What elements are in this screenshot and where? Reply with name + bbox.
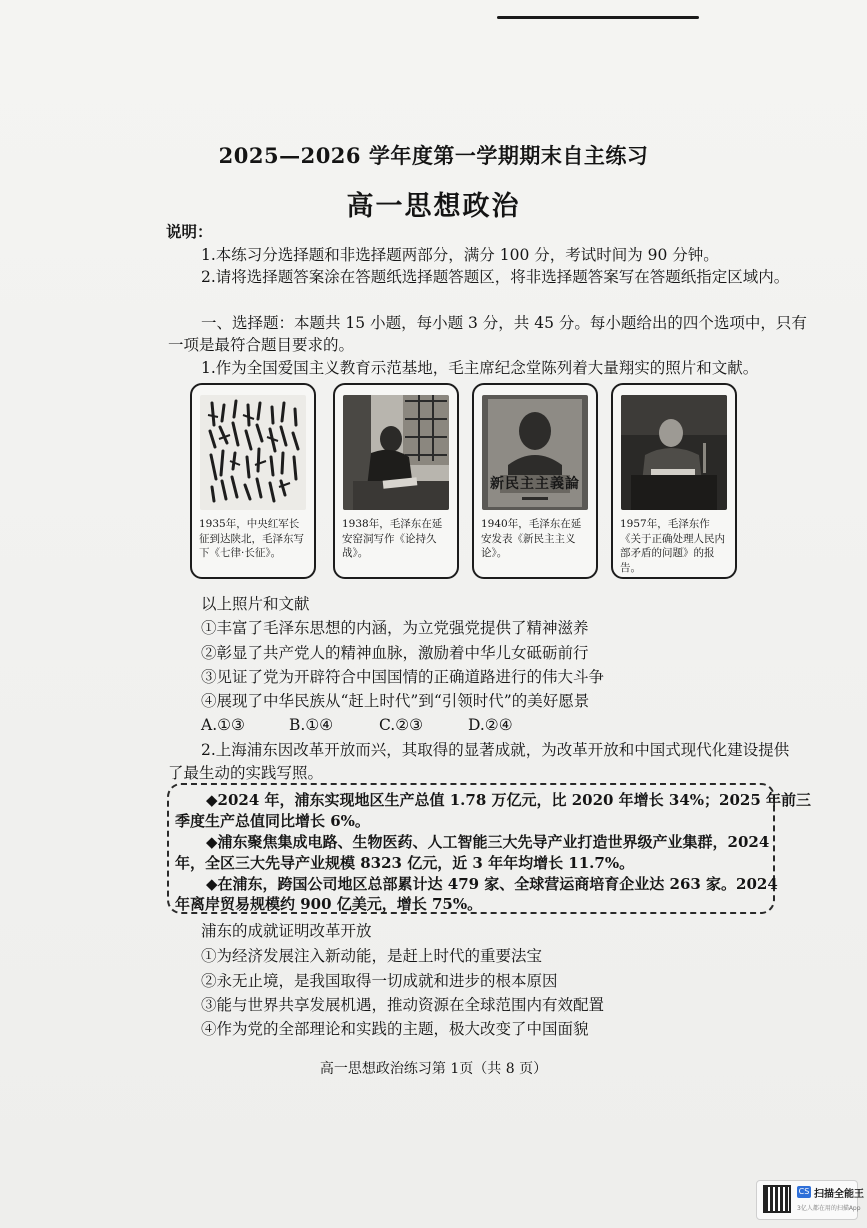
speech-photo (621, 395, 727, 510)
photo-caption-1: 1935年，中央红军长征到达陕北，毛泽东写下《七律·长征》。 (199, 518, 304, 559)
q1-option-b[interactable]: B.①④ (289, 716, 334, 734)
q1-option-c[interactable]: C.②③ (379, 716, 424, 734)
exam-title: 2025—2026 学年度第一学期期末自主练习 (218, 143, 649, 168)
page-footer: 高一思想政治练习第 1页（共 8 页） (319, 1061, 548, 1077)
q2-material-2b: 年，全区三大先导产业规模 8323 亿元，近 3 年年均增长 11.7%。 (175, 854, 635, 872)
q2-material-3a: ◆在浦东，跨国公司地区总部累计达 479 家、全球营运商培育企业达 263 家。2024 (206, 875, 778, 893)
q1-item-3: ③见证了党为开辟符合中国国情的正确道路进行的伟大斗争 (201, 668, 605, 686)
q1-photo-row (190, 383, 750, 585)
q2-item-4: ④作为党的全部理论和实践的主题，极大改变了中国面貌 (201, 1020, 589, 1038)
camscanner-logo-icon: CS (798, 1187, 810, 1196)
q2-item-2: ②永无止境，是我国取得一切成就和进步的根本原因 (201, 972, 558, 990)
section-heading-line1: 一、选择题：本题共 15 小题，每小题 3 分，共 45 分。每小题给出的四个选项中，只有 (201, 314, 807, 332)
book-title: 新民主主義論 (490, 476, 580, 492)
top-rule (497, 16, 699, 19)
q2-item-3: ③能与世界共享发展机遇，推动资源在全球范围内有效配置 (201, 996, 605, 1014)
photo-caption-2: 1938年，毛泽东在延安窑洞写作《论持久战》。 (342, 518, 443, 559)
scanner-watermark (756, 1180, 864, 1220)
photo-card-1 (190, 383, 316, 579)
instruction-1: 1.本练习分选择题和非选择题两部分，满分 100 分，考试时间为 90 分钟。 (201, 246, 719, 264)
cave-writing-photo (343, 395, 449, 510)
calligraphy-photo (200, 395, 306, 510)
photo-card-4 (611, 383, 737, 579)
q2-material-2a: ◆浦东聚焦集成电路、生物医药、人工智能三大先导产业打造世界级产业集群，2024 (206, 833, 770, 851)
section-heading-line2: 一项是最符合题目要求的。 (168, 336, 355, 354)
q1-item-4: ④展现了中华民族从“赶上时代”到“引领时代”的美好愿景 (201, 692, 590, 710)
q1-item-2: ②彰显了共产党人的精神血脉，激励着中华儿女砥砺前行 (201, 644, 589, 662)
photo-card-2 (333, 383, 459, 579)
watermark-app-name: 扫描全能王 (814, 1189, 864, 1200)
q2-stem-line2: 了最生动的实践写照。 (168, 764, 324, 782)
q2-lead: 浦东的成就证明改革开放 (201, 922, 372, 940)
q1-option-d[interactable]: D.②④ (468, 716, 513, 734)
qr-code-icon (763, 1185, 791, 1213)
photo-caption-4: 1957年，毛泽东作《关于正确处理人民内部矛盾的问题》的报告。 (620, 518, 725, 574)
photo-card-3 (472, 383, 598, 579)
q2-item-1: ①为经济发展注入新动能，是赶上时代的重要法宝 (201, 947, 543, 965)
q1-option-a[interactable]: A.①③ (201, 716, 245, 734)
watermark-tagline: 3亿人都在用的扫描App (797, 1205, 861, 1212)
instruction-2: 2.请将选择题答案涂在答题纸选择题答题区，将非选择题答案写在答题纸指定区域内。 (201, 268, 790, 286)
q2-stem-line1: 2.上海浦东因改革开放而兴，其取得的显著成就，为改革开放和中国式现代化建设提供 (201, 741, 790, 759)
subject-title: 高一思想政治 (346, 191, 521, 222)
q2-material-1a: ◆2024 年，浦东实现地区生产总值 1.78 万亿元，比 2020 年增长 34%；2025 年前三 (206, 791, 811, 809)
q2-material-3b: 年离岸贸易规模约 900 亿美元，增长 75%。 (175, 895, 483, 913)
q1-lead: 以上照片和文献 (201, 595, 310, 613)
q2-material-1b: 季度生产总值同比增长 6%。 (175, 812, 370, 830)
q1-item-1: ①丰富了毛泽东思想的内涵，为立党强党提供了精神滋养 (201, 619, 589, 637)
instructions-heading: 说明： (166, 222, 213, 241)
q1-stem: 1.作为全国爱国主义教育示范基地，毛主席纪念堂陈列着大量翔实的照片和文献。 (201, 359, 759, 377)
photo-caption-3: 1940年，毛泽东在延安发表《新民主主义论》。 (481, 518, 582, 559)
